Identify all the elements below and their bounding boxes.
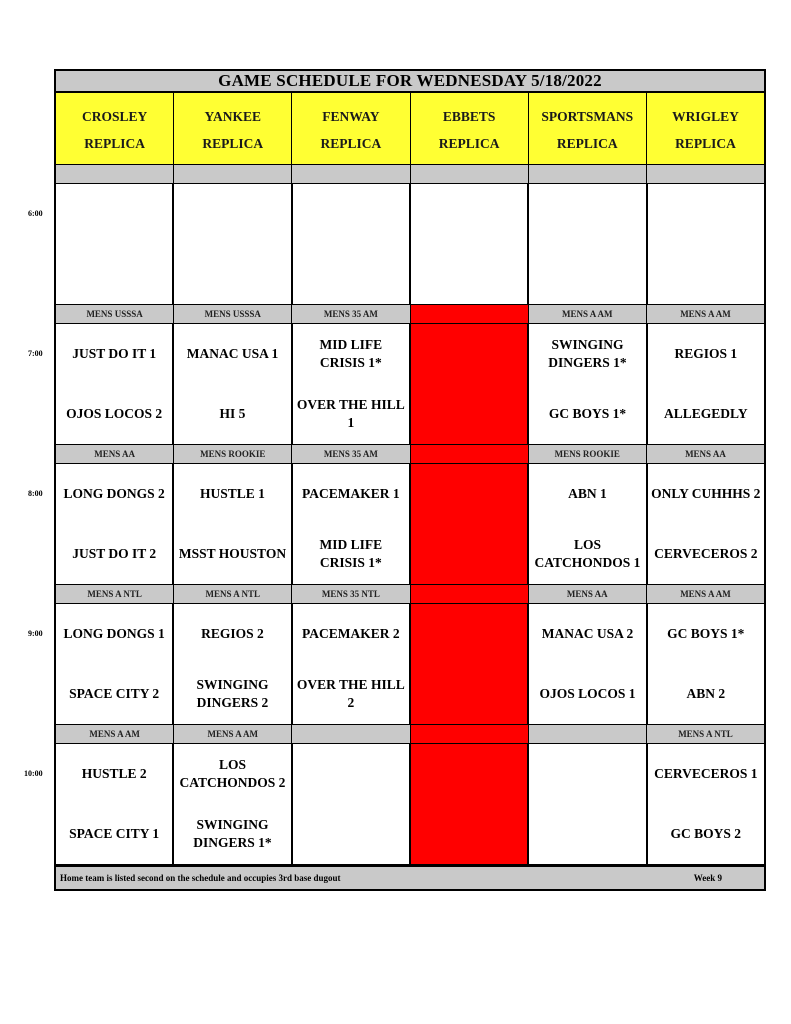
field-header [54,93,173,165]
away-team: HUSTLE 2 [81,766,147,781]
away-team [56,184,172,244]
division-label [291,165,409,183]
division-strip [54,725,766,743]
schedule-footer [54,865,766,891]
away-team: LONG DONGS 2 [63,486,165,501]
home-team: CERVECEROS 2 [654,546,758,561]
field-header [410,93,528,165]
division-label: MENS A NTL [173,585,291,603]
division-label: MENS 35 NTL [291,585,409,603]
home-team: SPACE CITY 1 [69,826,160,841]
game-cell [292,183,410,305]
division-label: MENS USSSA [173,305,291,323]
away-team [293,184,409,244]
field-sub: REPLICA [556,136,618,151]
division-label: MENS A AM [646,585,766,603]
home-team: MID LIFE CRISIS 1* [319,537,383,570]
away-team: MID LIFE CRISIS 1* [319,337,383,370]
game-cell [647,743,766,865]
away-team [411,744,527,804]
time-label: 8:00 [28,489,43,498]
field-name: SPORTSMANS [541,109,634,124]
division-label [410,725,528,743]
away-team [411,464,527,524]
division-label [646,165,766,183]
home-team: LOS CATCHONDOS 1 [534,537,641,570]
home-team [411,804,527,864]
home-team [411,524,527,584]
division-label: MENS A AM [646,305,766,323]
game-cell [410,463,528,585]
game-cell [292,603,410,725]
home-team: GC BOYS 2 [670,826,742,841]
division-label [410,165,528,183]
field-sub: REPLICA [320,136,382,151]
game-cell [528,323,646,445]
time-label: 7:00 [28,349,43,358]
away-team: PACEMAKER 1 [302,486,400,501]
game-cell [528,463,646,585]
game-cell [173,323,291,445]
home-team [174,244,290,304]
home-team [648,244,764,304]
home-team: OVER THE HILL 1 [296,397,405,430]
game-cell [173,743,291,865]
away-team: GC BOYS 1* [667,626,745,641]
division-label: MENS ROOKIE [528,445,646,463]
division-label: MENS A AM [173,725,291,743]
away-team: HUSTLE 1 [200,486,265,501]
game-cell [292,743,410,865]
time-slots [54,165,766,865]
division-label [410,305,528,323]
away-team: MANAC USA 1 [186,346,279,361]
game-cell [647,183,766,305]
game-cell [528,743,646,865]
field-sub: REPLICA [438,136,500,151]
division-label [528,165,646,183]
home-team: HI 5 [219,406,246,421]
division-label [410,445,528,463]
home-team: MSST HOUSTON [178,546,287,561]
field-sub: REPLICA [202,136,264,151]
home-team [411,244,527,304]
schedule-sheet [54,69,766,891]
away-team [174,184,290,244]
game-cell [54,743,173,865]
away-team: SWINGING DINGERS 1* [548,337,627,370]
division-label: MENS 35 AM [291,305,409,323]
division-label [528,725,646,743]
home-team: SWINGING DINGERS 2 [196,677,269,710]
division-label [54,165,173,183]
game-cell [54,183,173,305]
game-cell [647,323,766,445]
slot-row [54,183,766,305]
away-team: ABN 1 [568,486,607,501]
game-cell [173,463,291,585]
field-header [291,93,409,165]
away-team [411,324,527,384]
game-cell [292,323,410,445]
away-team: CERVECEROS 1 [654,766,758,781]
field-name: YANKEE [204,109,262,124]
field-sub: REPLICA [675,136,736,151]
away-team [648,184,764,244]
home-team: GC BOYS 1* [548,406,627,421]
home-team [411,384,527,444]
home-team: SPACE CITY 2 [69,686,160,701]
away-team: REGIOS 2 [201,626,264,641]
game-cell [647,463,766,585]
home-team [293,244,409,304]
away-team [411,184,527,244]
game-cell [292,463,410,585]
game-cell [173,183,291,305]
home-team [411,664,527,724]
away-team: MANAC USA 2 [541,626,634,641]
away-team: LOS CATCHONDOS 2 [179,757,286,790]
game-cell [173,603,291,725]
division-label: MENS A AM [54,725,173,743]
home-team: ALLEGEDLY [664,406,748,421]
field-name: CROSLEY [81,109,148,124]
division-label [410,585,528,603]
time-label: 9:00 [28,629,43,638]
away-team [529,184,645,244]
schedule-title: GAME SCHEDULE FOR WEDNESDAY 5/18/2022 [54,69,766,93]
field-name: EBBETS [442,109,496,124]
slot-row [54,323,766,445]
away-team [529,744,645,804]
division-label: MENS 35 AM [291,445,409,463]
game-cell [410,183,528,305]
game-cell [54,323,173,445]
away-team: JUST DO IT 1 [72,346,157,361]
slot-row [54,463,766,585]
away-team: PACEMAKER 2 [302,626,400,641]
game-cell [528,183,646,305]
time-label: 10:00 [24,769,43,778]
home-team-note: Home team is listed second on the schedule and occupies 3rd base dugout [60,873,341,883]
home-team: JUST DO IT 2 [72,546,157,561]
home-team [56,244,172,304]
division-label: MENS USSSA [54,305,173,323]
week-label: Week 9 [693,873,722,883]
away-team: ONLY CUHHHS 2 [651,486,761,501]
home-team: SWINGING DINGERS 1* [193,817,272,850]
home-team: ABN 2 [686,686,726,701]
time-label: 6:00 [28,209,43,218]
game-cell [54,603,173,725]
game-cell [410,743,528,865]
away-team: REGIOS 1 [674,346,738,361]
field-header-row [54,93,766,165]
game-cell [410,603,528,725]
field-name: FENWAY [322,109,380,124]
field-header [173,93,291,165]
division-label: MENS A NTL [54,585,173,603]
away-team [411,604,527,664]
division-label: MENS AA [528,585,646,603]
away-team [293,744,409,804]
game-cell [647,603,766,725]
field-header [528,93,646,165]
away-team: LONG DONGS 1 [63,626,165,641]
home-team [293,804,409,864]
home-team: OJOS LOCOS 1 [539,686,636,701]
field-header [646,93,766,165]
field-name: WRIGLEY [672,109,739,124]
home-team [529,244,645,304]
home-team: OVER THE HILL 2 [296,677,405,710]
division-strip [54,445,766,463]
field-sub: REPLICA [84,136,145,151]
division-label: MENS ROOKIE [173,445,291,463]
division-label: MENS A NTL [646,725,766,743]
slot-row [54,603,766,725]
division-label: MENS AA [54,445,173,463]
game-cell [528,603,646,725]
division-label: MENS AA [646,445,766,463]
division-strip [54,305,766,323]
game-cell [54,463,173,585]
division-strip [54,165,766,183]
home-team [529,804,645,864]
division-label [173,165,291,183]
division-label: MENS A AM [528,305,646,323]
slot-row [54,743,766,865]
division-label [291,725,409,743]
division-strip [54,585,766,603]
home-team: OJOS LOCOS 2 [66,406,163,421]
game-cell [410,323,528,445]
